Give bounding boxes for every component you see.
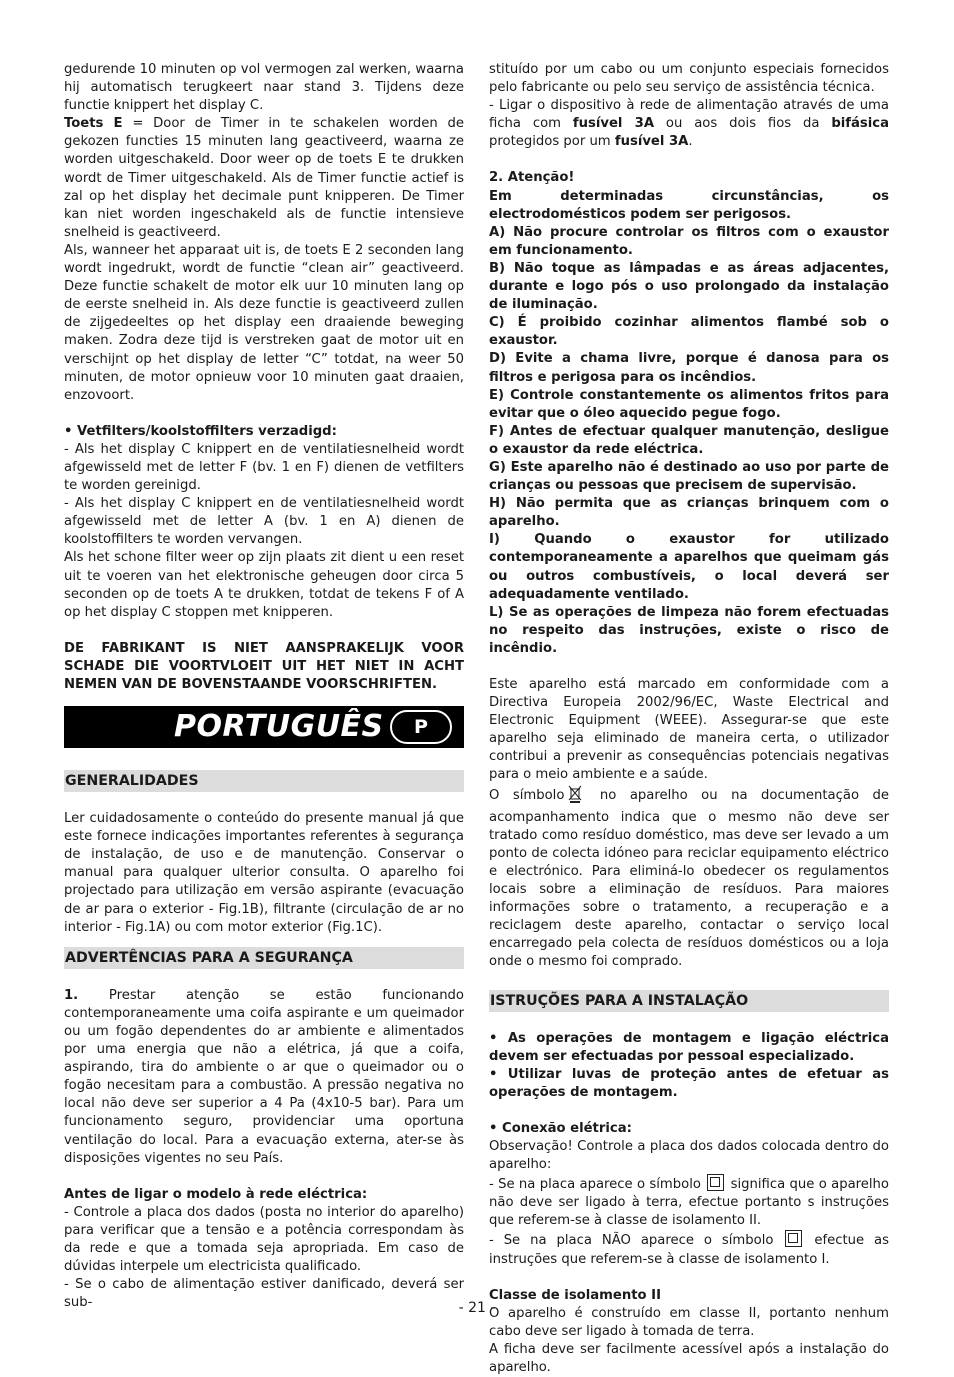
atencao-item-l: L) Se as operações de limpeza não forem efectuadas no respeito das instruções, existe o risco de incêndio. (489, 604, 889, 656)
simbolo-text-1: O símbolo (489, 787, 565, 803)
instalacao-bullet-1: • As operações de montagem e ligação eléctrica devem ser efectuadas por pessoal especializado. (489, 1030, 889, 1064)
atencao-item-e: E) Controle constantemente os alimentos fritos para evitar que o óleo aquecido pegue fogo. (489, 387, 889, 421)
atencao-item-i: I) Quando o exaustor for utilizado contemporaneamente a aparelhos que queimam gás ou outros combustíveis, o local deverá ser adequadamente ventilado. (489, 532, 889, 602)
right-column (489, 61, 889, 1377)
nl-intro-paragraph: gedurende 10 minuten op vol vermogen zal werken, waarna hij automatisch terugkeert naar stand 3. Tijdens deze functie knippert het display C. (64, 62, 464, 114)
classe-title: Classe de isolamento II (489, 1287, 661, 1303)
placa-item-2 (489, 1230, 889, 1268)
simbolo-paragraph (489, 785, 889, 972)
atencao-item-a: A) Não procure controlar os filtros com o exaustor em funcionamento. (489, 224, 889, 258)
left-column (64, 61, 464, 1312)
ligar-fuse-2: fusível 3A (614, 134, 689, 150)
vetfilters-reset: Als het schone filter weer op zijn plaats zit dient u een reset uit te voeren van het elektronische geheugen door circa 5 seconden op de toets A te drukken, totdat de tekens F of A op het display C stoppen met knipperen. (64, 550, 464, 620)
placa-1-text-1: - Se na placa aparece o símbolo (489, 1177, 701, 1193)
simbolo-text-2: no aparelho ou na documentação de acompanhamento indica que o mesmo não deve ser tratado como resíduo doméstico, mas deve ser levado a um ponto de colecta idóneo para reciclar equipamento eléctrico e electrónico. Para eliminá-lo obedecer os regulamentos locais sobre a eliminação de resíduos. Para maiores informações sobre o tratamento, a recuperação e a reciclagem deste aparelho, contactar o serviço local encarregado pela colecta de resíduos domésticos ou a loja onde o mesmo foi comprado. (489, 787, 889, 970)
toets-e-paragraph (64, 115, 464, 242)
double-insulation-icon (785, 1230, 802, 1247)
section-heading-generalidades: GENERALIDADES (64, 770, 464, 792)
antes-item-2: - Se o cabo de alimentação estiver danificado, deverá ser sub- (64, 1277, 464, 1311)
atencao-item-b: B) Não toque as lâmpadas e as áreas adjacentes, durante e logo pós o uso prolongado da instalação de iluminação. (489, 260, 889, 313)
language-title: PORTUGUÊS (174, 709, 384, 745)
ligar-text-end: . (688, 134, 693, 150)
weee-paragraph: Este aparelho está marcado em conformidade com a Directiva Europeia 2002/96/EC, Waste Electrical and Electronic Equipment (WEEE). Assegurar-se que este aparelho seja eliminado de maneira certa, o utilizador contribui a prevenir as consequências potenciais negativas para o meio ambiente e a saúde. (489, 677, 889, 783)
section-heading-instalacao: ISTRUÇÕES PARA A INSTALAÇÃO (489, 990, 889, 1012)
atencao-item-g: G) Este aparelho não é destinado ao uso por parte de crianças ou pessoas que precisem de supervisão. (489, 459, 889, 494)
ligar-text-3: protegidos por um (489, 134, 615, 150)
crossed-bin-icon (568, 785, 582, 809)
classe-paragraph-2: A ficha deve ser facilmente acessível após a instalação do aparelho. (489, 1341, 889, 1375)
advertencias-text: Prestar atenção se estão funcionando contemporaneamente uma coifa aspirante e um queimador ou um fogão dependentes do ar ambiente e alimentados por uma energia que não a elétrica, já que a coifa, aspirando, tira do ambiente o ar que o queimador ou o fogão necesitam para a combustão. A pressão negativa no local não deve ser superior a 4 Pa (4x10-5 bar). Para um funcionamento seguro, providenciar uma oportuna ventilação do local. Para a evacuação externa, ater-se às disposições vigentes no seu País. (64, 987, 464, 1166)
vetfilters-title: • Vetfilters/koolstoffilters verzadigd: (64, 423, 337, 439)
instalacao-bullet-2: • Utilizar luvas de proteção antes de efetuar as operações de montagem. (489, 1066, 889, 1100)
language-badge: P (390, 710, 452, 744)
atencao-item-c: C) É proibido cozinhar alimentos flambé sob o exaustor. (489, 315, 889, 349)
generalidades-paragraph: Ler cuidadosamente o conteúdo do presente manual já que este fornece indicações importantes referentes à segurança de instalação, de uso e de manutenção. Conservar o manual para qualquer ulterior consulta. O aparelho foi projectado para utilização em versão aspirante (evacuação de ar para o exterior - Fig.1B), filtrante (circulação de ar no interior - Fig.1A) ou com motor exterior (Fig.1C). (64, 811, 464, 935)
ligar-fuse-1: fusível 3A (572, 116, 655, 132)
manufacturer-warning: DE FABRIKANT IS NIET AANSPRAKELIJK VOOR SCHADE DIE VOORTVLOEIT UIT HET NIET IN ACHT NEMEN VAN DE BOVENSTAANDE VOORSCHRIFTEN. (64, 640, 464, 692)
atencao-intro: Em determinadas circunstâncias, os electrodomésticos podem ser perigosos. (489, 188, 889, 222)
ligar-text-1: - Ligar o dispositivo à rede de alimentação através de uma ficha com (489, 98, 889, 132)
ligar-bifasica: bifásica (831, 116, 890, 132)
placa-item-1 (489, 1174, 889, 1230)
conexao-observacao: Observação! Controle a placa dos dados colocada dentro do aparelho: (489, 1138, 889, 1173)
placa-2-text-1: - Se na placa NÃO aparece o símbolo (489, 1233, 774, 1249)
placa-1-text-2: significa que o aparelho não deve ser ligado à terra, efectue portanto s instruções que referem-se à classe de isolamento II. (489, 1177, 889, 1229)
conexao-title: • Conexão elétrica: (489, 1120, 632, 1136)
section-heading-advertencias: ADVERTÊNCIAS PARA A SEGURANÇA (64, 947, 464, 969)
language-banner (64, 706, 464, 748)
antes-title: Antes de ligar o modelo à rede eléctrica: (64, 1186, 368, 1202)
classe-paragraph-1: O aparelho é construído em classe II, portanto nenhum cabo deve ser ligado à tomada de terra. (489, 1305, 889, 1339)
page-number: - 21 - (458, 1300, 496, 1316)
cable-continuation: stituído por um cabo ou um conjunto especiais fornecidos pelo fabricante ou pelo seu serviço de assistência técnica. (489, 62, 889, 96)
ligar-text-2: ou aos dois fios da (654, 116, 832, 132)
atencao-title: 2. Atenção! (489, 170, 575, 186)
clean-air-paragraph: Als, wanneer het apparaat uit is, de toets E 2 seconden lang wordt ingedrukt, wordt de functie “clean air” geactiveerd. Deze functie schakelt de motor elk uur 10 minuten lang op de eerste snelheid in. Als deze functie is geactiveerd zullen de zijgedeeltes op het display een draaiende beweging maken. Zodra deze tijd is verstreken gaat de motor uit en verschijnt op het display de letter “C” totdat, na weer 50 minuten, de motor opnieuw voor 10 minuten gaat draaien, enzovoort. (64, 242, 464, 403)
placa-2-text-2: efectue as instruções que referem-se à classe de isolamento I. (489, 1233, 889, 1267)
atencao-item-d: D) Evite a chama livre, porque é danosa para os filtros e perigosa para os incêndios. (489, 351, 889, 385)
vetfilters-item-1: - Als het display C knippert en de ventilatiesnelheid wordt afgewisseld met de letter F (bv. 1 en F) dienen de vetfilters te worden gereinigd. (64, 441, 464, 494)
antes-item-1: - Controle a placa dos dados (posta no interior do aparelho) para verificar que a tensão e a potência correspondam às da rede e que a tomada seja apropriada. Em caso de dúvidas interpele um electricista qualificado. (64, 1204, 464, 1275)
advertencias-paragraph (64, 987, 464, 1168)
toets-e-label: Toets E (64, 116, 123, 132)
ligar-paragraph (489, 97, 889, 151)
atencao-item-h: H) Não permita que as crianças brinquem com o aparelho. (489, 496, 889, 530)
atencao-item-f: F) Antes de efectuar qualquer manutenção, desligue o exaustor da rede eléctrica. (489, 423, 889, 457)
advertencias-number: 1. (64, 987, 79, 1003)
toets-e-text: = Door de Timer in te schakelen worden de gekozen functies 15 minuten lang geactiveerd, waarna ze worden uitgeschakeld. Door weer op de toets E te drukken wordt de Timer uitgeschakeld. Als de Timer functie actief is zal op het display het decimale punt knipperen. De Timer kan niet worden ingeschakeld als de functie intensieve snelheid is geactiveerd. (64, 116, 465, 240)
vetfilters-item-2: - Als het display C knippert en de ventilatiesnelheid wordt afgewisseld met de letter A (bv. 1 en A) dienen de koolstoffilters te worden vervangen. (64, 496, 464, 548)
double-insulation-icon (707, 1174, 724, 1191)
